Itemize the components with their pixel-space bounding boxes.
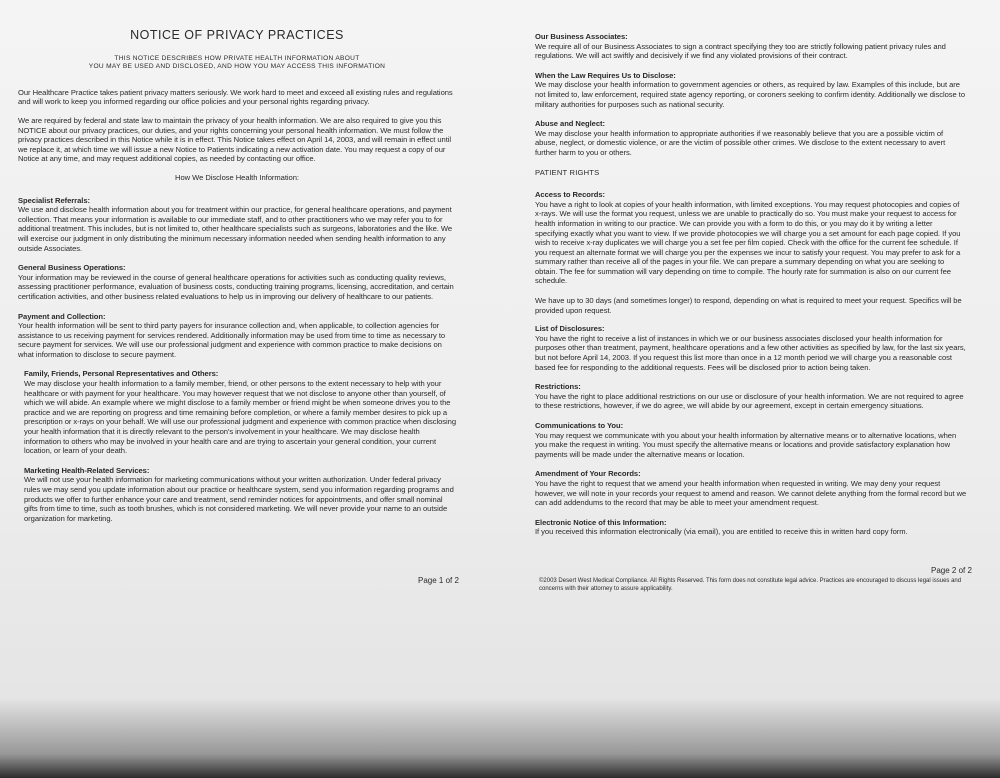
section-restrictions — [535, 382, 967, 411]
section-body: You have the right to place additional restrictions on our use or disclosure of your health information. We are not required to agree to these restrictions, however, if we do agree, we will abide by our agreement, except in certain emergency situations. — [535, 391, 964, 411]
section-heading: Amendment of Your Records: — [535, 469, 641, 479]
section-payment-collection — [18, 312, 456, 360]
intro-paragraph: Our Healthcare Practice takes patient privacy matters seriously. We work hard to meet and exceed all existing rules and regulations and will work to keep you informed regarding our office policies and your personal rights regarding privacy. — [18, 87, 453, 107]
section-communications — [535, 421, 967, 459]
section-body: You may request we communicate with you about your health information by alternative means or to alternative locations, when you make the request in writing. You must specify the alternative means or locations and provide satisfactory explanation how payments will be made under the alternative means or location. — [535, 430, 957, 459]
section-body: You have the right to receive a list of instances in which we or our business associates disclosed your health information for purposes other than treatment, payment, healthcare operations and a few other activities as specified by law, for the last six years, but not before April 14, 2003. If you request this list more than once in a 12 month period we will charge you a reasonable cost based fee for responding to the additional requests. Fees will be disclosed prior to action being taken. — [535, 333, 966, 372]
intro-paragraph: We are required by federal and state law to maintain the privacy of your health information. We are also required to give you this NOTICE about our privacy practices, our duties, and your rights concerning your personal health information. We must follow the privacy practices described in this Notice while it is in effect. This Notice takes effect on April 14, 2003, and will remain in effect until we replace it, at which time we will issue a new Notice to Patients indicating a new activation date. You may request a copy of our Notice at any time, and may request additional copies, as needed by contacting our office. — [18, 116, 452, 164]
section-heading: Our Business Associates: — [535, 32, 628, 41]
section-heading: Restrictions: — [535, 382, 581, 392]
section-heading: Communications to You: — [535, 421, 624, 430]
document-title: NOTICE OF PRIVACY PRACTICES — [130, 28, 344, 42]
section-body: We require all of our Business Associates to sign a contract specifying they too are strictly following patient privacy rules and regulations. We will act swiftly and decisively if we find any violated provisions of their contract. — [535, 41, 946, 61]
section-body: We may disclose your health information to government agencies or others, as required by law. Examples of this include, but are not limited to, law enforcement, required state agency reporting, or coroners seeking to confirm identity. Additionally we disclose to military authorities for purposes such as national security. — [535, 80, 966, 109]
page-two-column — [535, 32, 967, 547]
section-heading: General Business Operations: — [18, 263, 126, 273]
section-body: You have a right to look at copies of your health information, with limited exceptions. You may request photocopies and copies of x-rays. We will use the format you request, unless we are unable to practically do so. You must make your request to access for health information in writing to our practice. We can provide you with a form to do this, or you may do it by writing a letter specifying exactly what you want to view. If we provide photocopies we will charge you a set amount for each page copied. If you wish to receive x-ray duplicates we will charge you a set fee per film copied. Check with the office for the current fee schedule. If you request an alternate format we will charge you per the expenses we incur to satisfy your request. You may prefer to ask for a summary rather than receive all of the pages in your file. We can prepare a summary depending on what you are seeking to obtain. The fee for summation will vary depending on time to compile. The hourly rate for summation is also on our current fee schedule. — [535, 199, 961, 286]
section-access-records — [535, 190, 967, 286]
section-body: You have the right to request that we amend your health information when requested in writing. We may deny your request however, we will note in your records your request to amend and reason. We cannot delete anything from the formal record but we can add addendums to the record that may be able to meet your amendment request. — [535, 478, 967, 508]
section-business-associates — [535, 32, 967, 61]
page-one-column — [18, 28, 456, 533]
document-subtitle — [18, 55, 456, 72]
section-body: We may disclose your health information to appropriate authorities if we reasonably believe that you are a possible victim of abuse, neglect, or domestic violence, or are the victim of possible other crimes. We disclose to the extent necessary to avert further harm to you or others. — [535, 128, 946, 157]
section-heading: List of Disclosures: — [535, 324, 605, 334]
patient-rights-heading: PATIENT RIGHTS — [535, 167, 600, 177]
section-electronic-notice — [535, 518, 967, 537]
section-body: If you received this information electronically (via email), you are entitled to receive this in written hard copy form. — [535, 527, 908, 537]
page-number: Page 2 of 2 — [931, 566, 972, 575]
section-body: We will not use your health information for marketing communications without your written authorization. Under federal privacy rules we may send you update information about our practice or healthcare system, send you information regarding programs and products we offer to further enhance your care and treatment, send reminder notices for appointments, and offer small nominal gifts from time to time, such as tooth brushes, which is not considered marketing. We will never provide your name to an outside organization for marketing. — [24, 475, 454, 523]
scan-shadow — [0, 698, 1000, 778]
subtitle-line: THIS NOTICE DESCRIBES HOW PRIVATE HEALTH INFORMATION ABOUT — [114, 55, 360, 62]
disclosure-heading: How We Disclose Health Information: — [175, 172, 299, 182]
section-abuse-neglect — [535, 119, 967, 157]
section-heading: Specialist Referrals: — [18, 195, 90, 205]
section-law-requires — [535, 71, 967, 109]
section-marketing — [18, 466, 456, 524]
subtitle-line: YOU MAY BE USED AND DISCLOSED, AND HOW YOU MAY ACCESS THIS INFORMATION — [88, 63, 386, 71]
section-heading: Family, Friends, Personal Representatives and Others: — [24, 369, 219, 379]
response-time-paragraph: We have up to 30 days (and sometimes longer) to respond, depending on what is required to meet your request. Specifics will be provided upon request. — [535, 296, 962, 315]
section-body: Your information may be reviewed in the course of general healthcare operations for activities such as conducting quality reviews, assessing practitioner performance, evaluation of business costs, conducting training programs, licensing, accreditation, and certain certification activities, and other business related evaluations to help us in improving our delivery of healthcare to our patients. — [18, 272, 454, 301]
section-family-friends — [18, 369, 456, 455]
section-body: We may disclose your health information to a family member, friend, or other persons to the extent necessary to help with your healthcare or with payment for your healthcare. You may however request that we not disclose to anyone other than yourself, of which we will abide. An example where we might disclose to a family member or friend might be when someone drives you to the practice and we are reporting on progress and time remaining before completion, or where a family member desires to pick up a prescription or x-rays on your behalf. We will use our professional judgment and experience with common practice when disclosing your health information that it is directly relevant to the person's involvement in your healthcare. We may disclose health information to others who may be involved in your health care and are trying to ascertain your general condition, your current location, or learn of your death. — [24, 379, 457, 456]
section-heading: Abuse and Neglect: — [535, 119, 605, 129]
section-body: Your health information will be sent to third party payers for insurance collection and, when applicable, to collection agencies for assistance to us receiving payment for services rendered. Additionally information may be used from time to time as necessary to secure payment for services. We will use our professional judgment and experience with common practice to make decisions on what information to disclose to secure payment. — [18, 321, 446, 359]
copyright-notice: ©2003 Desert West Medical Compliance. All Rights Reserved. This form does not constitute legal advice. Practices are encouraged to discuss legal issues and concerns with their attorney to assure applicability. — [539, 578, 962, 592]
section-list-disclosures — [535, 324, 967, 372]
page-number: Page 1 of 2 — [418, 576, 459, 585]
section-general-business — [18, 263, 456, 301]
section-body: We use and disclose health information about you for treatment within our practice, for general healthcare operations, and payment collection. That means your information is available to our immediate staff, and to other practitioners who we may refer you to for additional treatment. This includes, but is not limited to, other healthcare specialists such as surgeons, laboratories and the like. We will exercise our judgment in only distributing the minimum necessary information needed when sending health information to any outside Associates. — [18, 205, 453, 253]
section-heading: Marketing Health-Related Services: — [24, 465, 150, 475]
section-heading: Payment and Collection: — [18, 311, 106, 321]
section-specialist-referrals — [18, 196, 456, 254]
section-heading: Access to Records: — [535, 190, 606, 200]
section-heading: Electronic Notice of this Information: — [535, 517, 667, 527]
section-heading: When the Law Requires Us to Disclose: — [535, 70, 676, 80]
section-amendment — [535, 469, 967, 507]
